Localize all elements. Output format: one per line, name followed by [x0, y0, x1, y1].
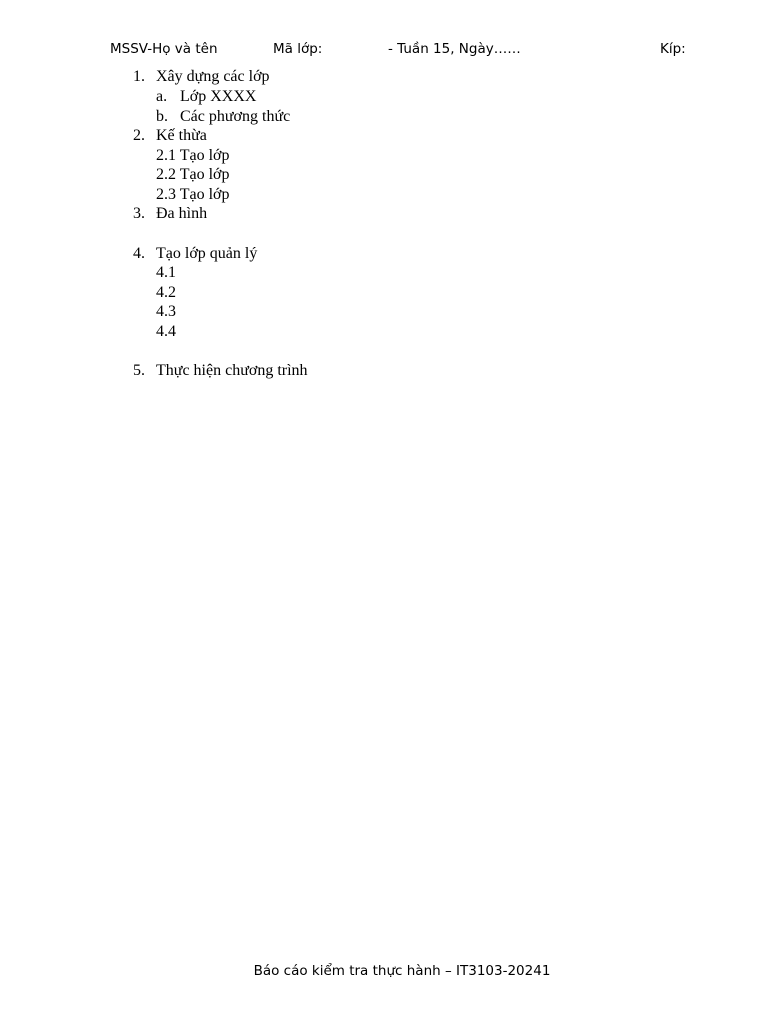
outline-text: Các phương thức [180, 108, 291, 125]
outline-number: 3. [133, 205, 145, 222]
shift-label: Kíp: [660, 41, 686, 57]
outline-number: 2. [133, 127, 145, 144]
outline-number: 5. [133, 362, 145, 379]
outline-text: Đa hình [156, 205, 208, 222]
outline-text: Thực hiện chương trình [156, 362, 308, 379]
outline-text: 4.3 [156, 303, 176, 320]
outline-text: 2.3 Tạo lớp [156, 186, 230, 203]
class-code-label: Mã lớp: [273, 41, 323, 57]
footer-text: Báo cáo kiểm tra thực hành – IT3103-20241 [253, 963, 551, 979]
outline-text: 4.2 [156, 284, 176, 301]
page-header [0, 41, 768, 61]
outline-text: Xây dựng các lớp [156, 68, 270, 85]
outline-letter: a. [156, 88, 168, 105]
outline-number: 1. [133, 68, 145, 85]
outline-text: Lớp XXXX [180, 88, 257, 105]
week-date-label: - Tuần 15, Ngày…… [388, 41, 521, 57]
outline-text: 4.1 [156, 264, 176, 281]
outline-text: 2.1 Tạo lớp [156, 147, 230, 164]
outline-letter: b. [156, 108, 168, 125]
outline-text: 4.4 [156, 323, 176, 340]
outline-text: Kế thừa [156, 127, 207, 144]
outline-text: Tạo lớp quản lý [156, 245, 258, 262]
outline-text: 2.2 Tạo lớp [156, 166, 230, 183]
page-footer [0, 963, 768, 979]
outline-number: 4. [133, 245, 145, 262]
student-id-name-label: MSSV-Họ và tên [110, 41, 218, 57]
